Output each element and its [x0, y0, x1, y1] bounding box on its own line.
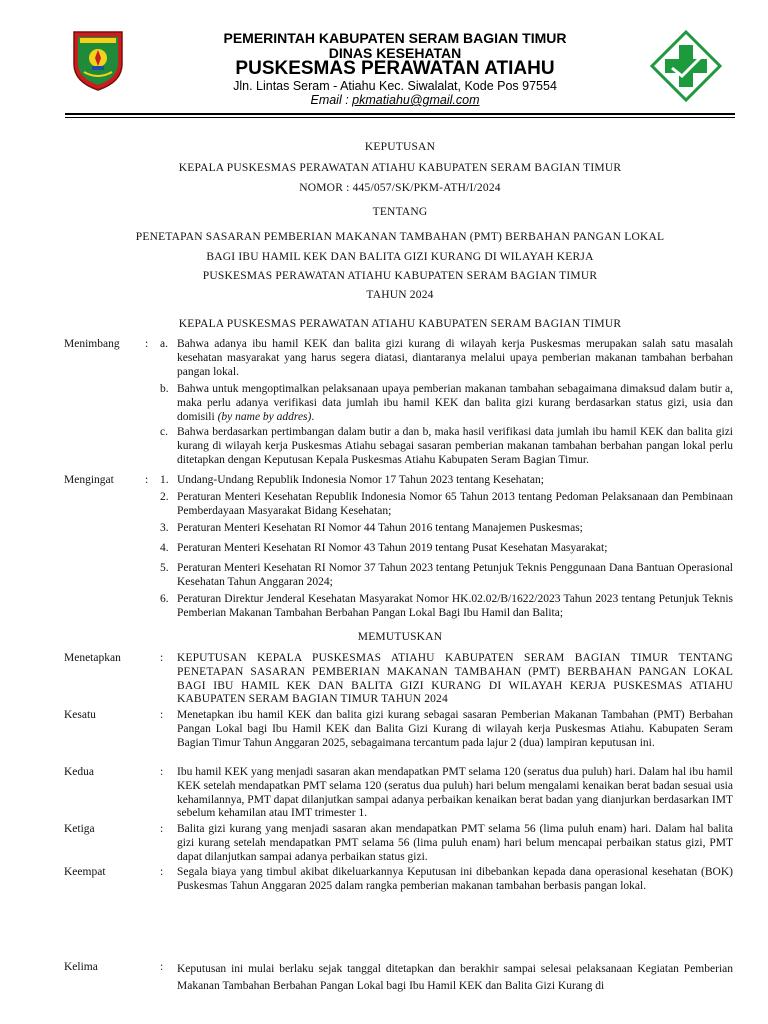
letterhead-government: PEMERINTAH KABUPATEN SERAM BAGIAN TIMUR — [223, 30, 567, 46]
regency-emblem-icon — [70, 28, 126, 92]
email-link[interactable]: pkmatiahu@gmail.com — [352, 93, 480, 107]
letterhead-department: DINAS KESEHATAN — [328, 45, 462, 61]
kelima-colon: : — [160, 961, 164, 973]
puskesmas-cross-icon — [650, 30, 722, 102]
keempat-text: Segala biaya yang timbul akibat dikeluarkannya Keputusan ini dibebankan kepada dana operasional kesehatan (BOK) Puskesmas Tahun Anggaran 2025 dalam rangka pemberian makanan tambahan berbasis pangan lokal. — [177, 866, 733, 892]
email-label: Email : — [310, 93, 353, 107]
ketiga-text: Balita gizi kurang yang menjadi sasaran akan mendapatkan PMT selama 56 (lima puluh enam) hari. Dalam hal balita gizi kurang setelah mendapatkan PMT selama 56 (lima puluh enam) hari belum mencapai perbaikan status gizi, PMT dapat dilanjutkan sampai adanya perbaikan status gizi. — [177, 823, 733, 863]
menetapkan-colon: : — [160, 652, 164, 664]
subject-line-4: TAHUN 2024 — [366, 289, 434, 301]
mengingat-item-text: Peraturan Menteri Kesehatan RI Nomor 43 Tahun 2019 tentang Pusat Kesehatan Masyarakat; — [177, 542, 608, 554]
menimbang-b-text — [177, 383, 733, 424]
mengingat-item-number: 1. — [160, 474, 169, 486]
subject-line-1: PENETAPAN SASARAN PEMBERIAN MAKANAN TAMBAHAN (PMT) BERBAHAN PANGAN LOKAL — [135, 231, 665, 243]
kesatu-label: Kesatu — [64, 709, 96, 721]
kesatu-text: Menetapkan ibu hamil KEK dan balita gizi kurang sebagai sasaran Pemberian Makanan Tambahan (PMT) Berbahan Pangan Lokal bagi Ibu Hamil KEK dan Balita Gizi Kurang di wilayah kerja Puskesmas Atiahu. Kabupaten Seram Bagian Timur Tahun Anggaran 2025, sebagaimana tercantum pada lajur 2 (dua) lampiran keputusan ini. — [177, 709, 733, 749]
kedua-colon: : — [160, 766, 164, 778]
ketiga-colon: : — [160, 823, 164, 835]
menimbang-label: Menimbang — [64, 338, 120, 350]
letterhead-rule-thin — [65, 117, 735, 118]
menimbang-b-body: Bahwa untuk mengoptimalkan pelaksanaan upaya pemberian makanan tambahan sebagaimana dimaksud dalam butir a, maka perlu adanya verifikasi data jumlah ibu hamil KEK dan balita gizi kurang berdasarkan status gizi, usia dan domisili — [177, 383, 733, 423]
menimbang-colon: : — [145, 338, 149, 350]
keempat-label: Keempat — [64, 866, 106, 878]
subject-line-3: PUSKESMAS PERAWATAN ATIAHU KABUPATEN SERAM BAGIAN TIMUR — [202, 270, 598, 282]
letterhead-rule-thick — [65, 113, 735, 115]
mengingat-item-number: 2. — [160, 491, 169, 503]
menimbang-b-marker: b. — [160, 383, 169, 395]
mengingat-item-text: Peraturan Menteri Kesehatan RI Nomor 37 Tahun 2023 tentang Petunjuk Teknis Penggunaan Dana Bantuan Operasional Kesehatan Tahun Anggaran 2024; — [177, 562, 733, 588]
letterhead-address: Jln. Lintas Seram - Atiahu Kec. Siwalalat, Kode Pos 97554 — [233, 79, 557, 93]
ketiga-label: Ketiga — [64, 823, 95, 835]
menetapkan-text: KEPUTUSAN KEPALA PUSKESMAS ATIAHU KABUPATEN SERAM BAGIAN TIMUR TENTANG PENETAPAN SASARAN PEMBERIAN MAKANAN TAMBAHAN (PMT) BERBAHAN PANGAN LOKAL BAGI IBU HAMIL KEK DAN BALITA GIZI KURANG DI WILAYAH KERJA PUSKESMAS ATIAHU KABUPATEN SERAM BAGIAN TIMUR TAHUN 2024 — [177, 652, 733, 706]
mengingat-item-text: Peraturan Menteri Kesehatan Republik Indonesia Nomor 65 Tahun 2013 tentang Pedoman Pelaksanaan dan Pembinaan Pemberdayaan Masyarakat Bidang Kesehatan; — [177, 491, 733, 517]
mengingat-label: Mengingat — [64, 474, 114, 486]
issuer-line: KEPALA PUSKESMAS PERAWATAN ATIAHU KABUPATEN SERAM BAGIAN TIMUR — [178, 162, 622, 174]
mengingat-item-number: 4. — [160, 542, 169, 554]
letterhead-email — [150, 93, 640, 107]
menimbang-a-text: Bahwa adanya ibu hamil KEK dan balita gizi kurang di wilayah kerja Puskesmas merupakan salah satu masalah kesehatan masyarakat yang harus segera diatasi, diantaranya melalui upaya pemberian makanan tambahan berbahan pangan lokal. — [177, 338, 733, 378]
menimbang-c-text: Bahwa berdasarkan pertimbangan dalam butir a dan b, maka hasil verifikasi data jumlah ibu hamil KEK dan balita gizi kurang di wilayah kerja Puskesmas Atiahu sebagai sasaran pemberian makanan tambahan berbahan pangan lokal perlu ditetapkan dengan Keputusan Kepala Puskesmas Atiahu Kabupaten Seram Bagian Timur. — [177, 426, 733, 466]
mengingat-item-number: 5. — [160, 562, 169, 574]
menetapkan-label: Menetapkan — [64, 652, 121, 664]
letterhead-institution: PUSKESMAS PERAWATAN ATIAHU — [235, 58, 555, 79]
doc-type: KEPUTUSAN — [364, 141, 436, 153]
kelima-text: Keputusan ini mulai berlaku sejak tanggal ditetapkan dan berakhir sampai selesai pelaksanaan Kegiatan Pemberian Makanan Tambahan Berbahan Pangan Lokal bagi Ibu Hamil KEK dan Balita Gizi Kurang di — [177, 963, 733, 992]
mengingat-item-text: Peraturan Direktur Jenderal Kesehatan Masyarakat Nomor HK.02.02/B/1622/2023 Tahun 2023 tentang Petunjuk Teknis Pemberian Makanan Tambahan Berbahan Pangan Lokal Bagi Ibu Hamil dan Balita; — [177, 593, 733, 619]
mengingat-item-number: 3. — [160, 522, 169, 534]
menimbang-c-marker: c. — [160, 426, 168, 438]
kedua-text: Ibu hamil KEK yang menjadi sasaran akan mendapatkan PMT selama 120 (seratus dua puluh) hari. Dalam hal ibu hamil KEK setelah mendapatkan PMT selama 120 (seratus dua puluh) hari belum mengalami kenaikan berat badan sesuai usia kehamilannya, PMT dapat dilanjutkan sampai adanya perbaikan kenaikan berat badan yang dianjurkan berdasarkan IMT sebelum kehamilan atau IMT trimester 1. — [177, 766, 733, 820]
tentang-heading: TENTANG — [372, 206, 428, 218]
menimbang-b-italic: (by name by addres) — [217, 410, 312, 423]
menimbang-b-end: . — [311, 410, 315, 423]
decree-number: NOMOR : 445/057/SK/PKM-ATH/I/2024 — [299, 182, 501, 194]
issuer-line-2: KEPALA PUSKESMAS PERAWATAN ATIAHU KABUPATEN SERAM BAGIAN TIMUR — [178, 318, 622, 330]
memutuskan-heading: MEMUTUSKAN — [357, 631, 443, 643]
kesatu-colon: : — [160, 709, 164, 721]
mengingat-colon: : — [145, 474, 149, 486]
mengingat-item-text: Undang-Undang Republik Indonesia Nomor 17 Tahun 2023 tentang Kesehatan; — [177, 474, 544, 486]
subject-line-2: BAGI IBU HAMIL KEK DAN BALITA GIZI KURANG DI WILAYAH KERJA — [206, 251, 594, 263]
menimbang-a-marker: a. — [160, 338, 168, 350]
keempat-colon: : — [160, 866, 164, 878]
kedua-label: Kedua — [64, 766, 95, 778]
kelima-label: Kelima — [64, 961, 98, 973]
mengingat-item-text: Peraturan Menteri Kesehatan RI Nomor 44 Tahun 2016 tentang Manajemen Puskesmas; — [177, 522, 583, 534]
mengingat-item-number: 6. — [160, 593, 169, 605]
